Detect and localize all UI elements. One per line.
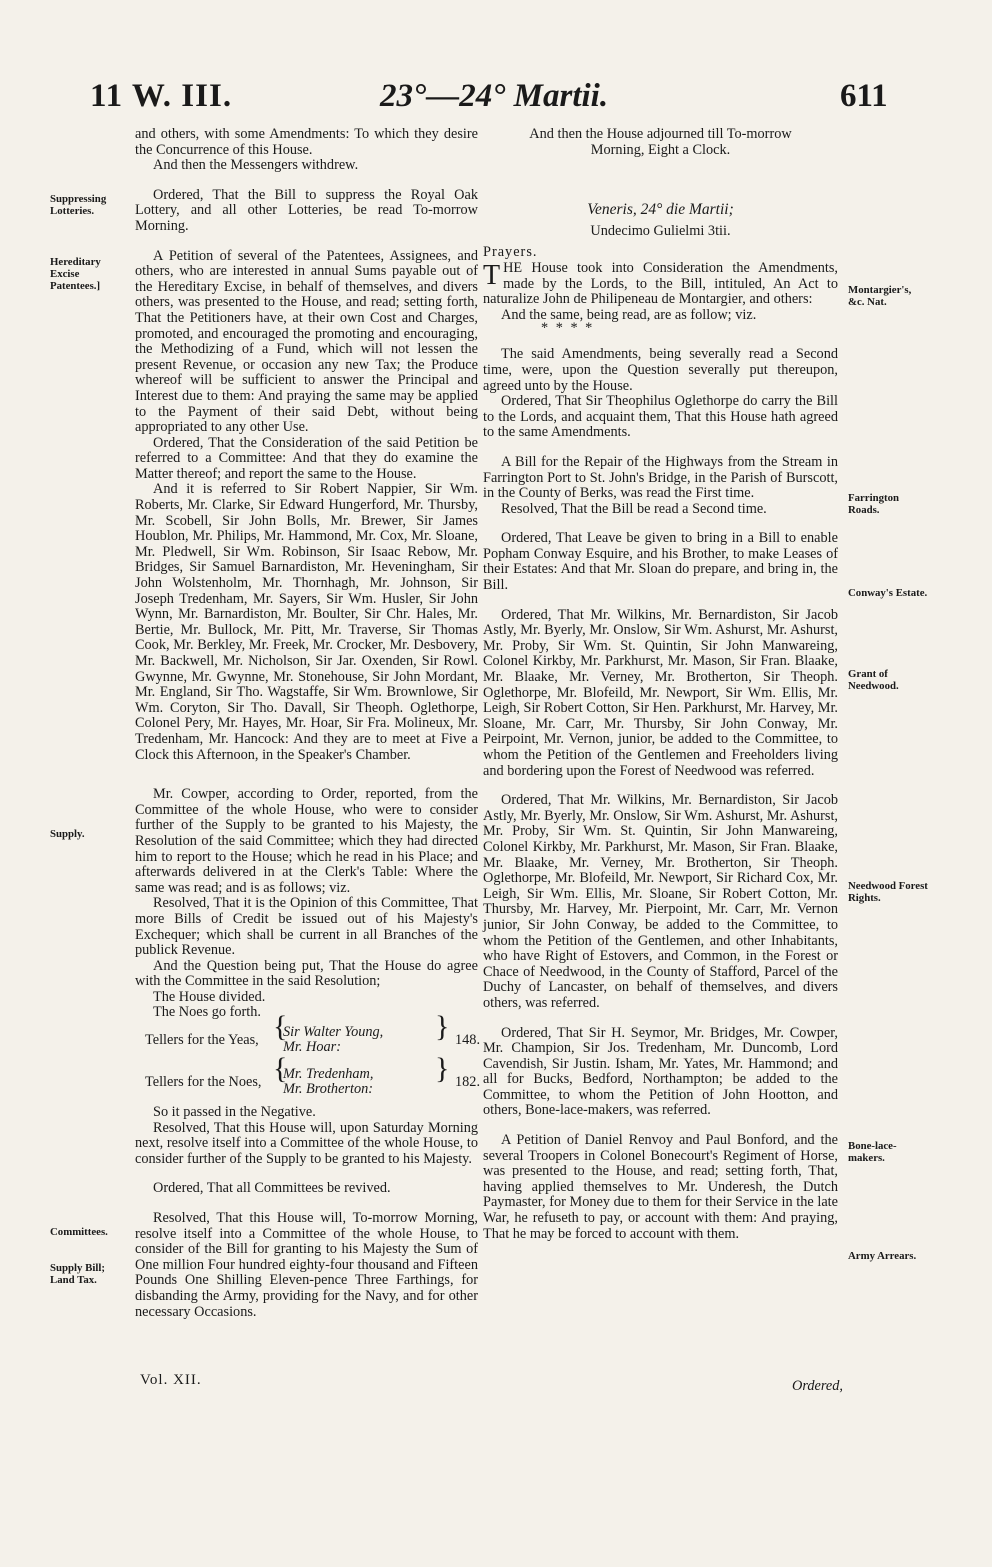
margin-note-needwood: Grant of Needwood. xyxy=(848,668,899,692)
teller-name: Mr. Tredenham, xyxy=(283,1066,374,1083)
paragraph: Resolved, That the Bill be read a Second time. xyxy=(501,500,767,517)
left-column xyxy=(135,126,481,1320)
margin-note-landtax: Supply Bill; Land Tax. xyxy=(50,1262,105,1286)
page-header xyxy=(0,78,992,128)
paragraph: So it passed in the Negative. xyxy=(153,1104,316,1121)
paragraph: Ordered, That Leave be given to bring in a Bill to enable Popham Conway Esquire, and his Brother, to make Leases of their Estates: And that Mr. Sloan do prepare, and bring in, the Bill. xyxy=(483,530,838,594)
tellers-noes xyxy=(135,1052,481,1105)
paragraph-text: HE House took into Consideration the Amendments, made by the Lords, to the Bill, intituled, An Act to naturalize John de Philipeneau de Montargier, and others: xyxy=(483,259,838,308)
volume-signature: Vol. XII. xyxy=(140,1372,202,1388)
paragraph: Ordered, That Mr. Wilkins, Mr. Bernardiston, Sir Jacob Astly, Mr. Byerly, Mr. Onslow, Sir Wm. Ashurst, Mr. Ashurst, Mr. Proby, Sir Wm. St. Quintin, Sir John Manwareing, Colonel Kirkby, Mr. Parkhurst, Mr. Mason, Sir Fran. Blaake, Mr. Blaake, Mr. Verney, Mr. Brotherton, Sir Theoph. Oglethorpe, Mr. Blofeild, Mr. Newport, Sir Wm. Ellis, Mr. Leigh, Sir Robert Cotton, Sir Hen. Parkhurst, Mr. Harvey, Mr. Sloane, Mr. Carr, Mr. Thursby, Sir John Conway, Mr. Peirpoint, Mr. Vernon, junior, be added to the Committee, to whom the Petition of the Gentlemen and Freeholders living and bordering upon the Forest of Needwood was referred. xyxy=(483,606,838,779)
catchword: Ordered, xyxy=(792,1378,843,1394)
vote-count: 182. xyxy=(455,1074,481,1091)
teller-name: Sir Walter Young, xyxy=(283,1024,384,1041)
paragraph xyxy=(483,261,838,308)
paragraph: A Petition of several of the Patentees, Assignees, and others, who are interested in annual Sums payable out of the Hereditary Excise, in behalf of themselves, and divers others, was presented to the House, and read; setting forth, That the Petitioners have, at their own Cost and Charges, promoted, and encouraged the promoting and encouraging, the Methodizing of a Fund, which will not lessen the present Revenue, or occasion any new Tax; the Produce whereof will be sufficient to answer the Principal and Interest due to them: And praying the same may be applied to the Payment of their said Debt, without being appropriated to any other Use. xyxy=(135,247,478,436)
tellers-label: Tellers for the Yeas, xyxy=(145,1032,259,1049)
teller-names xyxy=(283,1067,373,1097)
page-date: 23°—24° Martii. xyxy=(380,78,609,114)
teller-name: Mr. Brotherton: xyxy=(283,1081,374,1098)
paragraph: Ordered, That all Committees be revived. xyxy=(153,1180,391,1197)
paragraph: Resolved, That this House will, upon Saturday Morning next, resolve itself into a Committee of the whole House, to consider further of the Supply to be granted to his Majesty. xyxy=(135,1119,478,1167)
margin-note-farrington: Farrington Roads. xyxy=(848,492,899,516)
paragraph: And it is referred to Sir Robert Nappier, Sir Wm. Roberts, Mr. Clarke, Sir Edward Hungerford, Mr. Thursby, Mr. Scobell, Sir John Bolls, Mr. Brewer, Sir James Houblon, Mr. Philips, Mr. Hammond, Mr. Cox, Mr. Sloane, Mr. Pledwell, Sir Wm. Robinson, Sir Isaac Rebow, Mr. Bridges, Sir Samuel Barnardiston, Mr. Heveningham, Sir John Wolstenholm, Mr. Thornhagh, Mr. Johnson, Sir Joseph Tredenham, Mr. Sayers, Sir Wm. Husler, Sir John Wynn, Mr. Barnardiston, Mr. Boulter, Sir Chr. Hales, Mr. Bertie, Mr. Bullock, Mr. Pitt, Mr. Traverse, Sir Thomas Cook, Mr. Berkley, Mr. Freek, Mr. Crocker, Mr. Desbovery, Mr. Backwell, Mr. Nicholson, Sir Jar. Oxenden, Sir Rowl. Gwynne, Mr. Gwynne, Mr. Stonehouse, Sir John Mordant, Mr. England, Sir Tho. Wagstaffe, Sir Wm. Brownlowe, Sir Wm. Coryton, Sir Tho. Davall, Sir Theoph. Oglethorpe, Colonel Pery, Mr. Hayes, Mr. Hoar, Sir Fra. Molineux, Mr. Tredenham, Mr. Hancock: And they are to meet at Five a Clock this Afternoon, in the Speaker's Chamber. xyxy=(135,481,478,763)
paragraph: Mr. Cowper, according to Order, reported, from the Committee of the whole House, who were to consider further of the Supply to be granted to his Majesty, the Resolution of the said Committee; which they had directed him to report to the House; which he read in his Place; and afterwards delivered in at the Clerk's Table: Where the same was read; and is as follows; viz. xyxy=(135,786,478,896)
paragraph: Resolved, That this House will, To-morrow Morning, resolve itself into a Committee of the whole House, to consider of the Bill for granting to his Majesty the Sum of One million Four hundred eighty-four thousand and Fifteen Pounds One Shilling Eleven-pence Three Farthings, for disbanding the Army, providing for the Navy, and for other necessary Occasions. xyxy=(135,1210,478,1320)
paragraph: And then the Messengers withdrew. xyxy=(153,157,359,174)
paragraph: Ordered, That Sir H. Seymor, Mr. Bridges, Mr. Cowper, Mr. Champion, Sir Jos. Tredenham, Mr. Duncomb, Lord Cavendish, Sir Justin. Isham, Mr. Yates, Mr. Hammond; and all for Bucks, Bedford, Northampton; be added to the Committee, to whom the Petition of John Hootton, and others, Bone-lace-makers, was referred. xyxy=(483,1024,838,1119)
paragraph: Ordered, That Mr. Wilkins, Mr. Bernardiston, Sir Jacob Astly, Mr. Byerly, Mr. Onslow, Sir Wm. Ashurst, Mr. Ashurst, Mr. Proby, Sir Wm. St. Quintin, Sir John Manwareing, Colonel Kirkby, Mr. Parkhurst, Mr. Mason, Sir Fran. Blaake, Mr. Blaake, Mr. Verney, Mr. Brotherton, Sir Theoph. Oglethorpe, Mr. Blofeild, Mr. Newport, Sir Richard Cox, Mr. Leigh, Sir Wm. Ellis, Mr. Sloane, Sir Robert Cotton, Mr. Thursby, Mr. Harvey, Mr. Pierpoint, Mr. Carr, Mr. Vernon junior, Sir John Conway, be added to the Committee, to whom the Petition of the Gentlemen, and other Inhabitants, who have Right of Estovers, and Common, in the Forest or Chace of Needwood, in the County of Stafford, Parcel of the Duchy of Lancaster, on behalf of themselves, and divers others, was referred. xyxy=(483,792,838,1011)
prayers-heading: Prayers. xyxy=(483,244,538,261)
margin-note-montargier: Montargier's, &c. Nat. xyxy=(848,284,912,308)
sitting-date: Veneris, 24° die Martii; xyxy=(587,201,734,219)
brace-icon: } xyxy=(435,1010,450,1044)
paragraph: Ordered, That Sir Theophilus Oglethorpe do carry the Bill to the Lords, and acquaint them, That this House hath agreed to the same Amendments. xyxy=(483,393,838,441)
paragraph: And the Question being put, That the House do agree with the Committee in the said Resolution; xyxy=(135,957,478,990)
paragraph: The said Amendments, being severally read a Second time, were, upon the Question severally put thereupon, agreed unto by the House. xyxy=(483,346,838,394)
margin-note-excise: Hereditary Excise Patentees.] xyxy=(50,256,101,292)
paragraph: and others, with some Amendments: To which they desire the Concurrence of this House. xyxy=(135,126,478,158)
drop-cap: T xyxy=(483,259,501,291)
margin-note-conway: Conway's Estate. xyxy=(848,587,928,599)
vote-count: 148. xyxy=(455,1032,481,1049)
margin-note-army: Army Arrears. xyxy=(848,1250,917,1262)
brace-icon: } xyxy=(435,1052,450,1086)
page-number: 611 xyxy=(840,78,888,114)
paragraph: The Noes go forth. xyxy=(153,1004,261,1021)
paragraph: And the same, being read, are as follow; viz. xyxy=(501,306,757,323)
omission-stars: * * * * xyxy=(541,320,595,337)
regnal-date: Undecimo Gulielmi 3tii. xyxy=(590,222,731,239)
teller-names xyxy=(283,1025,383,1055)
paragraph: A Bill for the Repair of the Highways from the Stream in Farrington Port to St. John's Bridge, in the Parish of Burscott, in the County of Berks, was read the First time. xyxy=(483,453,838,502)
paragraph: The House divided. xyxy=(153,988,266,1005)
brace-icon: { xyxy=(273,1010,288,1044)
margin-note-committees: Committees. xyxy=(50,1226,108,1238)
margin-note-lotteries: Suppressing Lotteries. xyxy=(50,193,107,217)
tellers-label: Tellers for the Noes, xyxy=(145,1074,262,1091)
regnal-year: 11 W. III. xyxy=(90,78,233,114)
paragraph: Ordered, That the Bill to suppress the Royal Oak Lottery, and all other Lotteries, be read To-morrow Morning. xyxy=(135,186,478,234)
right-column xyxy=(483,127,838,1242)
paragraph: A Petition of Daniel Renvoy and Paul Bonford, and the several Troopers in Colonel Bonecourt's Regiment of Horse, was presented to the House, and read; setting forth, That, having applied themselves to Mr. Underesh, the Dutch Paymaster, for Money due to them for their Service in the late War, he refuseth to pay, or account with them: And praying, That he may be forced to account with them. xyxy=(483,1132,838,1242)
paragraph: And then the House adjourned till To-morrow Morning, Eight a Clock. xyxy=(529,126,792,158)
paragraph: Resolved, That it is the Opinion of this Committee, That more Bills of Credit be issued out of his Majesty's Exchequer; which shall be current in all Branches of the publick Revenue. xyxy=(135,895,478,959)
margin-note-needwood-rights: Needwood Forest Rights. xyxy=(848,880,928,904)
margin-note-bonelace: Bone-lace-makers. xyxy=(848,1140,897,1164)
paragraph: Ordered, That the Consideration of the said Petition be referred to a Committee: And that they do examine the Matter thereof; and report the same to the House. xyxy=(135,434,478,482)
teller-name: Mr. Hoar: xyxy=(283,1039,341,1056)
margin-note-supply: Supply. xyxy=(50,828,85,840)
brace-icon: { xyxy=(273,1052,288,1086)
